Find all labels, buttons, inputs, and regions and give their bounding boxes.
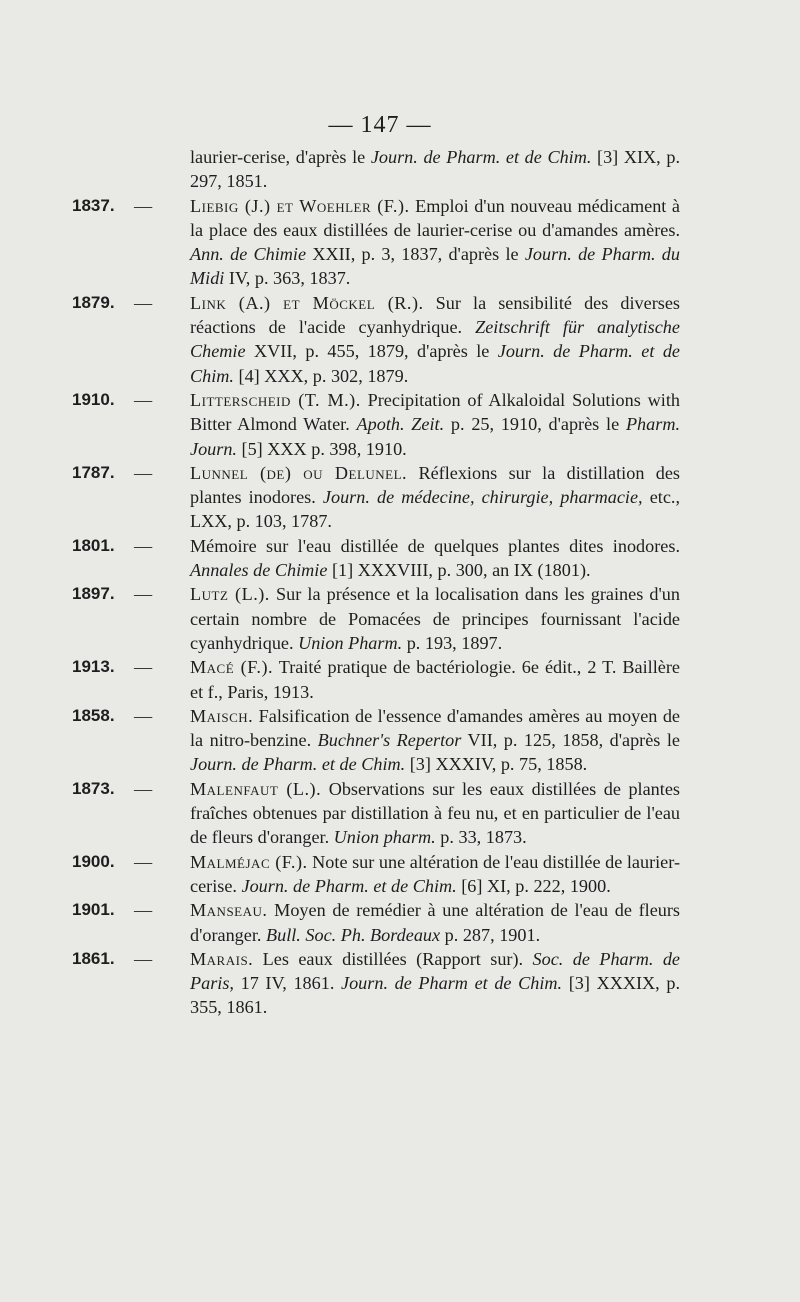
entry-year: 1897.: [72, 584, 115, 604]
entry-text: [5] XXX p. 398, 1910.: [236, 438, 407, 459]
entry-year: 1861.: [72, 948, 115, 968]
journal-title: Union Pharm.: [298, 632, 403, 653]
bibliography-entry: [72, 582, 680, 655]
entry-text: [3] XXXIX, p. 355, 1861.: [190, 973, 680, 1018]
bibliography-entry: [72, 655, 680, 704]
entry-author: Malméjac (F.).: [190, 851, 308, 872]
entry-text: XXII, p. 3, 1837, d'après le: [306, 244, 525, 265]
entry-author: Malenfaut (L.).: [190, 778, 322, 799]
entry-author: Marais.: [190, 948, 254, 969]
bibliography-entry: [72, 291, 680, 388]
entry-dash: —: [134, 584, 153, 605]
entry-author: Macé (F.).: [190, 657, 274, 678]
bibliography-entry: [72, 777, 680, 850]
journal-title: Journ. de Pharm et de Chim.: [341, 973, 563, 994]
entry-author: Maisch.: [190, 705, 254, 726]
journal-title: Journ. de Pharm. et de Chim.: [190, 341, 680, 386]
entry-author: Lunnel (de) ou Delunel.: [190, 462, 408, 483]
entry-year: 1837.: [72, 195, 115, 215]
entry-dash: —: [134, 292, 153, 313]
entry-text: Moyen de remédier à une altération de l'eau de fleurs d'oranger.: [190, 900, 680, 945]
entry-text: Réflexions sur la distillation des plantes inodores.: [190, 462, 680, 508]
entry-year: 1787.: [72, 462, 115, 482]
journal-title: Apoth. Zeit.: [356, 414, 445, 435]
bibliography-entry: [72, 534, 680, 583]
entry-text: Emploi d'un nouveau médicament à la place des eaux distillées de laurier-cerise ou d'amandes amères.: [190, 195, 680, 240]
entry-year: 1913.: [72, 657, 115, 677]
bibliography-entry: [72, 194, 680, 291]
journal-title: Annales de Chimie: [190, 560, 328, 581]
entry-text: p. 193, 1897.: [402, 632, 503, 653]
journal-title: Journ. de Pharm. et de Chim.: [241, 875, 457, 896]
entry-author: Manseau.: [190, 900, 268, 921]
bibliography-entry: [72, 704, 680, 777]
bibliography-continuation: [72, 145, 680, 194]
entry-text: etc., LXX, p. 103, 1787.: [190, 487, 681, 532]
entry-text: [1] XXXVIII, p. 300, an IX (1801).: [327, 560, 591, 581]
entry-text: Precipitation of Alkaloidal Solutions with Bitter Almond Water.: [190, 389, 680, 435]
entry-text: laurier-cerise, d'après le: [190, 147, 371, 167]
entry-text: p. 33, 1873.: [435, 827, 527, 848]
entry-year: 1858.: [72, 705, 115, 725]
entry-dash: —: [134, 851, 153, 872]
entry-year: 1910.: [72, 389, 115, 409]
bibliography-entry: [72, 947, 680, 1020]
journal-title: Soc. de Pharm. de Paris,: [190, 948, 680, 994]
bibliography-list: [72, 145, 680, 1020]
journal-title: Journ. de médecine, chirurgie, pharmacie,: [322, 487, 643, 508]
entry-text: Falsification de l'essence d'amandes amères au moyen de la nitro-benzine.: [190, 705, 680, 751]
entry-text: Mémoire sur l'eau distillée de quelques plantes dites inodores.: [190, 535, 680, 556]
entry-text: [3] XIX, p. 297, 1851.: [190, 147, 680, 192]
entry-dash: —: [134, 535, 153, 556]
journal-title: Buchner's Repertor: [317, 730, 462, 751]
entry-text: Note sur une altération de l'eau distillée de laurier-cerise.: [190, 851, 681, 896]
entry-year: 1879.: [72, 292, 115, 312]
entry-author: Litterscheid (T. M.).: [190, 389, 361, 410]
entry-text: [3] XXXIV, p. 75, 1858.: [405, 754, 588, 775]
entry-text: IV, p. 363, 1837.: [224, 268, 351, 289]
entry-text: Traité pratique de bactériologie. 6e édit., 2 T. Baillère et f., Paris, 1913.: [190, 657, 680, 702]
journal-title: Union pharm.: [333, 827, 436, 848]
entry-dash: —: [134, 195, 153, 216]
entry-text: [6] XI, p. 222, 1900.: [456, 875, 611, 896]
entry-author: Link (A.) et Möckel (R.).: [190, 292, 424, 313]
entry-text: p. 287, 1901.: [440, 924, 541, 945]
entry-text: [4] XXX, p. 302, 1879.: [233, 365, 409, 386]
entry-dash: —: [134, 900, 153, 921]
journal-title: Bull. Soc. Ph. Bordeaux: [266, 924, 441, 945]
bibliography-entry: [72, 388, 680, 461]
entry-text: VII, p. 125, 1858, d'après le: [461, 730, 680, 751]
entry-dash: —: [134, 705, 153, 726]
page-number: — 147 —: [328, 112, 432, 138]
entry-year: 1900.: [72, 851, 115, 871]
entry-year: 1801.: [72, 535, 115, 555]
entry-dash: —: [134, 389, 153, 410]
entry-dash: —: [134, 657, 153, 678]
journal-title: Zeitschrift für analytische Chemie: [190, 317, 680, 362]
entry-dash: —: [134, 948, 153, 969]
journal-title: Journ. de Pharm. et de Chim.: [190, 754, 406, 775]
bibliography-entry: [72, 898, 680, 947]
entry-text: Sur la présence et la localisation dans les graines d'un certain nombre de Pomacées de principes fournissant l'acide cyanhydrique.: [190, 584, 680, 653]
entry-text: Observations sur les eaux distillées de plantes fraîches obtenues par distillation à feu nu, et en particulier de l'eau de fleurs d'oranger.: [190, 778, 680, 848]
entry-year: 1901.: [72, 900, 115, 920]
entry-dash: —: [134, 778, 153, 799]
entry-dash: —: [134, 462, 153, 483]
journal-title: Ann. de Chimie: [190, 244, 307, 265]
entry-year: 1873.: [72, 778, 115, 798]
entry-text: Les eaux distillées (Rapport sur).: [253, 948, 533, 969]
entry-text: p. 25, 1910, d'après le: [444, 414, 626, 435]
entry-text: Sur la sensibilité des diverses réactions de l'acide cyanhydrique.: [190, 292, 680, 338]
bibliography-entry: [72, 461, 680, 534]
entry-text: XVII, p. 455, 1879, d'après le: [245, 341, 498, 362]
journal-title: Pharm. Journ.: [190, 414, 680, 459]
bibliography-entry: [72, 850, 680, 899]
entry-text: 17 IV, 1861.: [233, 973, 342, 994]
journal-title: Journ. de Pharm. du Midi: [190, 244, 680, 289]
journal-title: Journ. de Pharm. et de Chim.: [370, 147, 592, 167]
entry-author: Liebig (J.) et Woehler (F.).: [190, 195, 410, 216]
entry-author: Lutz (L.).: [190, 584, 270, 605]
